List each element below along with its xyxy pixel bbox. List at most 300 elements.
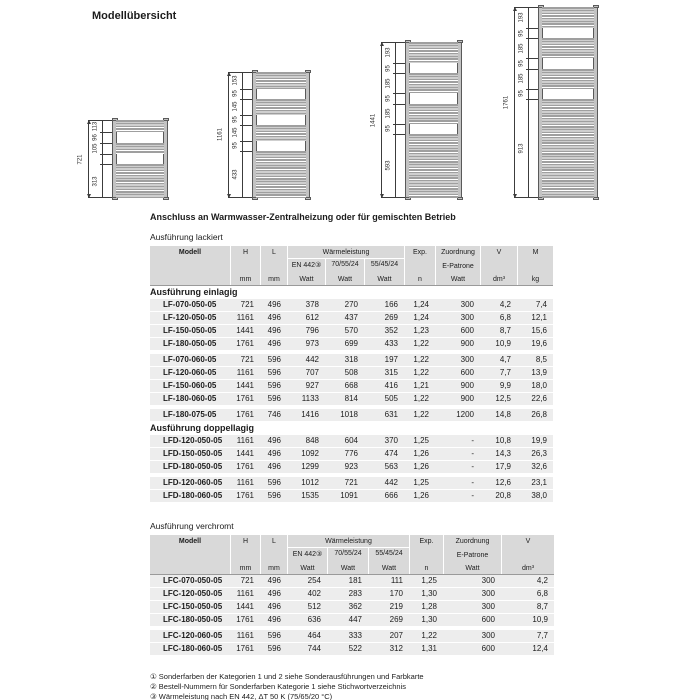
col-header-en442: EN 442③ Watt <box>291 262 322 283</box>
value-cell: 437 <box>344 313 358 322</box>
tube-group <box>116 164 164 198</box>
segment-dim-label: 313 <box>92 176 99 187</box>
value-cell: 496 <box>267 300 281 309</box>
value-cell: 333 <box>348 631 362 640</box>
segment-dim-label: 913 <box>518 143 525 154</box>
row-group <box>150 630 560 656</box>
value-cell: 596 <box>267 355 281 364</box>
value-cell: 1,25 <box>413 478 429 487</box>
value-cell: 13,9 <box>531 368 547 377</box>
value-cell: 22,6 <box>531 394 547 403</box>
value-cell: 362 <box>348 602 362 611</box>
tube-group <box>256 151 306 198</box>
table-row <box>150 614 554 627</box>
value-cell: 796 <box>305 326 319 335</box>
table-lackiert <box>150 246 560 503</box>
tube-group <box>409 42 458 63</box>
value-cell: 26,8 <box>531 410 547 419</box>
col-header-705524: 70/55/24 Watt <box>327 548 368 574</box>
table-verchromt <box>150 535 560 656</box>
tube-group <box>542 38 594 58</box>
col-header-h: H mm <box>230 535 260 574</box>
value-cell: 111 <box>390 576 403 585</box>
value-cell: 1441 <box>236 602 254 611</box>
value-cell: 17,9 <box>495 462 511 471</box>
value-cell: 10,9 <box>532 615 548 624</box>
radiator-body <box>112 120 168 198</box>
value-cell: 269 <box>384 313 398 322</box>
col-header-705524: 70/55/24 Watt <box>325 259 364 285</box>
model-cell: LFD-120-060-05 <box>163 478 223 487</box>
row-group <box>150 354 560 406</box>
radiator-body <box>252 72 310 198</box>
outer-dim-line <box>381 42 382 198</box>
value-cell: 19,9 <box>531 436 547 445</box>
tube-group <box>542 69 594 89</box>
table-row <box>150 630 554 643</box>
value-cell: 26,3 <box>531 449 547 458</box>
value-cell: 15,6 <box>531 326 547 335</box>
value-cell: 1161 <box>236 313 254 322</box>
tube-group <box>542 99 594 198</box>
tube-group <box>256 99 306 115</box>
segment-dim-label: 95 <box>232 90 239 98</box>
finish-label-verchromt: Ausführung verchromt <box>150 521 234 531</box>
table-row <box>150 325 553 338</box>
value-cell: 596 <box>267 381 281 390</box>
value-cell: 512 <box>307 602 321 611</box>
value-cell: 1092 <box>301 449 319 458</box>
value-cell: 496 <box>267 326 281 335</box>
extension-line <box>393 104 405 105</box>
value-cell: 496 <box>267 576 281 585</box>
value-cell: - <box>471 449 474 458</box>
value-cell: - <box>471 436 474 445</box>
value-cell: 10,9 <box>495 339 511 348</box>
value-cell: 1,28 <box>421 602 437 611</box>
value-cell: 464 <box>307 631 321 640</box>
value-cell: 496 <box>267 449 281 458</box>
value-cell: 1,22 <box>413 394 429 403</box>
model-cell: LF-070-050-05 <box>163 300 217 309</box>
value-cell: 1,22 <box>421 631 437 640</box>
value-cell: 1,22 <box>413 410 429 419</box>
value-cell: 219 <box>389 602 403 611</box>
model-cell: LFC-070-050-05 <box>163 576 223 585</box>
value-cell: 600 <box>460 326 474 335</box>
extension-line <box>393 134 405 135</box>
value-cell: 505 <box>384 394 398 403</box>
value-cell: 496 <box>267 462 281 471</box>
segment-dim-label: 185 <box>518 43 525 54</box>
table-row <box>150 435 553 448</box>
value-cell: 254 <box>307 576 321 585</box>
value-cell: 631 <box>384 410 398 419</box>
value-cell: 270 <box>344 300 358 309</box>
segment-dim-label: 433 <box>232 169 239 180</box>
table-row <box>150 448 553 461</box>
value-cell: 8,7 <box>499 326 511 335</box>
value-cell: - <box>471 462 474 471</box>
value-cell: 315 <box>384 368 398 377</box>
value-cell: 508 <box>344 368 358 377</box>
tube-group <box>256 72 306 89</box>
extension-line <box>240 115 252 116</box>
chain-dim-line <box>528 7 529 198</box>
value-cell: 7,7 <box>536 631 548 640</box>
value-cell: 4,7 <box>499 355 511 364</box>
value-cell: 699 <box>344 339 358 348</box>
value-cell: 563 <box>384 462 398 471</box>
value-cell: 300 <box>481 589 495 598</box>
value-cell: 1,22 <box>413 355 429 364</box>
value-cell: 596 <box>267 478 281 487</box>
value-cell: 1133 <box>301 394 319 403</box>
value-cell: 1416 <box>301 410 319 419</box>
col-header-v: V dm³ <box>501 535 554 574</box>
value-cell: 6,8 <box>536 589 548 598</box>
value-cell: 496 <box>267 602 281 611</box>
extension-line <box>100 164 112 165</box>
value-cell: 370 <box>384 436 398 445</box>
extension-line <box>228 197 252 198</box>
model-cell: LF-150-050-05 <box>163 326 217 335</box>
value-cell: 7,7 <box>499 368 511 377</box>
value-cell: 38,0 <box>531 491 547 500</box>
value-cell: 600 <box>481 644 495 653</box>
segment-dim-label: 95 <box>518 90 525 98</box>
section-title: Ausführung doppellagig <box>150 423 254 433</box>
footnote-2: ② Bestell-Nummern für Sonderfarben Kategorie 1 siehe Stichwortverzeichnis <box>150 682 407 691</box>
extension-line <box>526 28 538 29</box>
table-row <box>150 490 553 503</box>
extension-line <box>393 93 405 94</box>
value-cell: 596 <box>267 368 281 377</box>
segment-dim-label: 113 <box>92 121 99 131</box>
col-header-modell: Modell <box>178 249 202 256</box>
extension-line <box>526 99 538 100</box>
segment-dim-label: 95 <box>232 142 239 150</box>
col-header-exp: Exp. n <box>409 535 443 574</box>
value-cell: 600 <box>481 615 495 624</box>
radiator-body <box>538 7 598 198</box>
value-cell: 900 <box>460 394 474 403</box>
value-cell: 300 <box>460 300 474 309</box>
radiator-diagram-3 <box>370 42 462 198</box>
value-cell: 1,21 <box>413 381 429 390</box>
finish-label-lackiert: Ausführung lackiert <box>150 232 223 242</box>
model-cell: LFD-180-060-05 <box>163 491 223 500</box>
segment-dim-label: 95 <box>385 95 392 102</box>
table-header <box>150 246 553 286</box>
value-cell: 416 <box>384 381 398 390</box>
value-cell: 1,25 <box>413 436 429 445</box>
model-cell: LFC-120-050-05 <box>163 589 223 598</box>
value-cell: 9,9 <box>499 381 511 390</box>
segment-dim-label: 185 <box>385 78 392 89</box>
segment-dim-label: 95 <box>232 116 239 124</box>
value-cell: 636 <box>307 615 321 624</box>
table-row <box>150 477 553 490</box>
outer-dim-line <box>228 72 229 198</box>
extension-line <box>393 63 405 64</box>
value-cell: 1091 <box>340 491 358 500</box>
value-cell: 1161 <box>236 589 254 598</box>
value-cell: 1761 <box>236 394 254 403</box>
value-cell: 433 <box>384 339 398 348</box>
col-header-554524: 55/45/24 Watt <box>368 548 409 574</box>
extension-line <box>100 143 112 144</box>
model-cell: LFD-120-050-05 <box>163 436 223 445</box>
extension-line <box>526 58 538 59</box>
table-row <box>150 367 553 380</box>
value-cell: 496 <box>267 589 281 598</box>
table-row <box>150 588 554 601</box>
model-cell: LFD-180-050-05 <box>163 462 223 471</box>
segment-dim-label: 145 <box>232 127 239 138</box>
segment-dim-label: 185 <box>385 108 392 119</box>
value-cell: 1761 <box>236 615 254 624</box>
value-cell: 442 <box>305 355 319 364</box>
value-cell: 474 <box>384 449 398 458</box>
value-cell: 1761 <box>236 410 254 419</box>
value-cell: 721 <box>344 478 358 487</box>
segment-dim-label: 153 <box>232 75 239 86</box>
total-dim-label: 1161 <box>217 128 224 142</box>
segment-dim-label: 193 <box>518 12 525 23</box>
value-cell: 300 <box>481 576 495 585</box>
value-cell: 23,1 <box>531 478 547 487</box>
segment-dim-label: 105 <box>92 143 99 154</box>
total-dim-label: 1761 <box>503 95 510 110</box>
value-cell: 10,8 <box>495 436 511 445</box>
value-cell: 1161 <box>236 631 254 640</box>
col-header-modell: Modell <box>178 538 202 545</box>
value-cell: 1441 <box>236 381 254 390</box>
value-cell: 442 <box>384 478 398 487</box>
value-cell: 14,3 <box>495 449 511 458</box>
value-cell: 18,0 <box>531 381 547 390</box>
value-cell: 14,8 <box>495 410 511 419</box>
value-cell: 12,4 <box>532 644 548 653</box>
value-cell: 269 <box>389 615 403 624</box>
chain-dim-line <box>242 72 243 198</box>
value-cell: 300 <box>481 602 495 611</box>
outer-dim-line <box>514 7 515 198</box>
segment-dim-label: 185 <box>518 73 525 84</box>
model-cell: LF-180-060-05 <box>163 394 217 403</box>
value-cell: 1200 <box>456 410 474 419</box>
radiator-diagram-1 <box>77 120 168 198</box>
model-cell: LFD-150-050-05 <box>163 449 223 458</box>
table-row <box>150 575 554 588</box>
value-cell: 496 <box>267 436 281 445</box>
col-header-554524: 55/45/24 Watt <box>364 259 404 285</box>
model-cell: LF-180-075-05 <box>163 410 217 419</box>
row-group <box>150 477 560 503</box>
value-cell: 1,22 <box>413 339 429 348</box>
value-cell: 1761 <box>236 491 254 500</box>
table-row <box>150 643 554 656</box>
value-cell: 721 <box>240 576 254 585</box>
value-cell: 666 <box>384 491 398 500</box>
value-cell: 8,7 <box>536 602 548 611</box>
value-cell: 721 <box>240 300 254 309</box>
value-cell: 721 <box>240 355 254 364</box>
segment-dim-label: 96 <box>92 134 99 141</box>
extension-line <box>240 151 252 152</box>
value-cell: 300 <box>460 313 474 322</box>
section-heading: Anschluss an Warmwasser-Zentralheizung oder für gemischten Betrieb <box>150 212 456 222</box>
value-cell: 6,8 <box>499 313 511 322</box>
value-cell: 1441 <box>236 326 254 335</box>
tube-group <box>116 120 164 132</box>
value-cell: - <box>471 491 474 500</box>
table-header <box>150 535 554 575</box>
total-dim-label: 721 <box>77 154 84 165</box>
value-cell: 8,5 <box>535 355 547 364</box>
tube-group <box>409 73 458 93</box>
value-cell: 378 <box>305 300 319 309</box>
row-group <box>150 409 560 422</box>
table-row <box>150 338 553 351</box>
extension-line <box>88 197 112 198</box>
value-cell: 923 <box>344 462 358 471</box>
value-cell: 1012 <box>301 478 319 487</box>
segment-dim-label: 95 <box>385 64 392 72</box>
col-header-zuordnung: Zuordnung E-Patrone Watt <box>443 535 501 574</box>
extension-line <box>526 38 538 39</box>
col-header-l: L mm <box>260 535 287 574</box>
value-cell: 973 <box>305 339 319 348</box>
value-cell: 522 <box>348 644 362 653</box>
value-cell: 776 <box>344 449 358 458</box>
table-row <box>150 312 553 325</box>
table-row <box>150 354 553 367</box>
value-cell: 283 <box>348 589 362 598</box>
value-cell: 496 <box>267 313 281 322</box>
value-cell: 746 <box>267 410 281 419</box>
col-group-waermeleistung: Wärmeleistung EN 442③ Watt 70/55/24 Watt 55/45/24 Watt <box>287 246 404 285</box>
col-group-waermeleistung: Wärmeleistung EN 442③ Watt 70/55/24 Watt 55/45/24 Watt <box>287 535 409 574</box>
radiator-diagram-4 <box>503 7 598 198</box>
value-cell: 596 <box>267 491 281 500</box>
segment-dim-label: 95 <box>385 125 392 133</box>
value-cell: 1761 <box>236 462 254 471</box>
value-cell: 600 <box>460 368 474 377</box>
table-row <box>150 393 553 406</box>
value-cell: 1,26 <box>413 462 429 471</box>
value-cell: 1,26 <box>413 491 429 500</box>
value-cell: 4,2 <box>499 300 511 309</box>
row-group <box>150 435 560 474</box>
tube-group <box>409 134 458 198</box>
value-cell: 1761 <box>236 644 254 653</box>
value-cell: 1161 <box>236 478 254 487</box>
extension-line <box>526 89 538 90</box>
value-cell: 707 <box>305 368 319 377</box>
value-cell: 1441 <box>236 449 254 458</box>
value-cell: 300 <box>481 631 495 640</box>
chain-dim-line <box>395 42 396 198</box>
model-cell: LFC-180-050-05 <box>163 615 223 624</box>
value-cell: 1161 <box>236 368 254 377</box>
extension-line <box>100 154 112 155</box>
value-cell: 596 <box>267 644 281 653</box>
value-cell: 1535 <box>301 491 319 500</box>
model-cell: LF-120-060-05 <box>163 368 217 377</box>
value-cell: 19,6 <box>531 339 547 348</box>
row-group <box>150 575 560 627</box>
extension-line <box>393 73 405 74</box>
col-header-v: V dm³ <box>480 246 517 285</box>
col-header-h: H mm <box>230 246 260 285</box>
extension-line <box>393 124 405 125</box>
value-cell: 1,30 <box>421 589 437 598</box>
extension-line <box>240 99 252 100</box>
value-cell: 12,6 <box>495 478 511 487</box>
value-cell: 900 <box>460 381 474 390</box>
value-cell: 197 <box>384 355 398 364</box>
segment-dim-label: 593 <box>385 160 392 171</box>
value-cell: 1,26 <box>413 449 429 458</box>
extension-line <box>381 197 405 198</box>
model-cell: LF-180-050-05 <box>163 339 217 348</box>
value-cell: 12,5 <box>495 394 511 403</box>
total-dim-label: 1441 <box>370 113 377 127</box>
value-cell: 32,6 <box>531 462 547 471</box>
tube-group <box>409 104 458 124</box>
value-cell: 900 <box>460 339 474 348</box>
table-row <box>150 461 553 474</box>
row-group <box>150 299 560 351</box>
value-cell: 402 <box>307 589 321 598</box>
extension-line <box>100 132 112 133</box>
segment-dim-label: 95 <box>518 29 525 37</box>
value-cell: 447 <box>348 615 362 624</box>
tube-group <box>256 125 306 141</box>
value-cell: 496 <box>267 615 281 624</box>
value-cell: 20,8 <box>495 491 511 500</box>
table-row <box>150 299 553 312</box>
value-cell: 570 <box>344 326 358 335</box>
value-cell: 1,31 <box>421 644 437 653</box>
value-cell: 318 <box>344 355 358 364</box>
table-row <box>150 601 554 614</box>
model-cell: LFC-180-060-05 <box>163 644 223 653</box>
value-cell: 1161 <box>236 436 254 445</box>
table-row <box>150 380 553 393</box>
tube-group <box>116 143 164 154</box>
value-cell: 604 <box>344 436 358 445</box>
model-cell: LF-120-050-05 <box>163 313 217 322</box>
value-cell: 1299 <box>301 462 319 471</box>
col-header-m: M kg <box>517 246 553 285</box>
value-cell: 744 <box>307 644 321 653</box>
extension-line <box>514 197 538 198</box>
model-cell: LF-150-060-05 <box>163 381 217 390</box>
value-cell: 166 <box>384 300 398 309</box>
value-cell: 1,25 <box>421 576 437 585</box>
segment-dim-label: 145 <box>232 101 239 112</box>
value-cell: 352 <box>384 326 398 335</box>
radiator-diagram-2 <box>217 72 310 198</box>
outer-dim-line <box>88 120 89 198</box>
value-cell: 927 <box>305 381 319 390</box>
col-header-l: L mm <box>260 246 287 285</box>
value-cell: 1018 <box>340 410 358 419</box>
value-cell: 814 <box>344 394 358 403</box>
